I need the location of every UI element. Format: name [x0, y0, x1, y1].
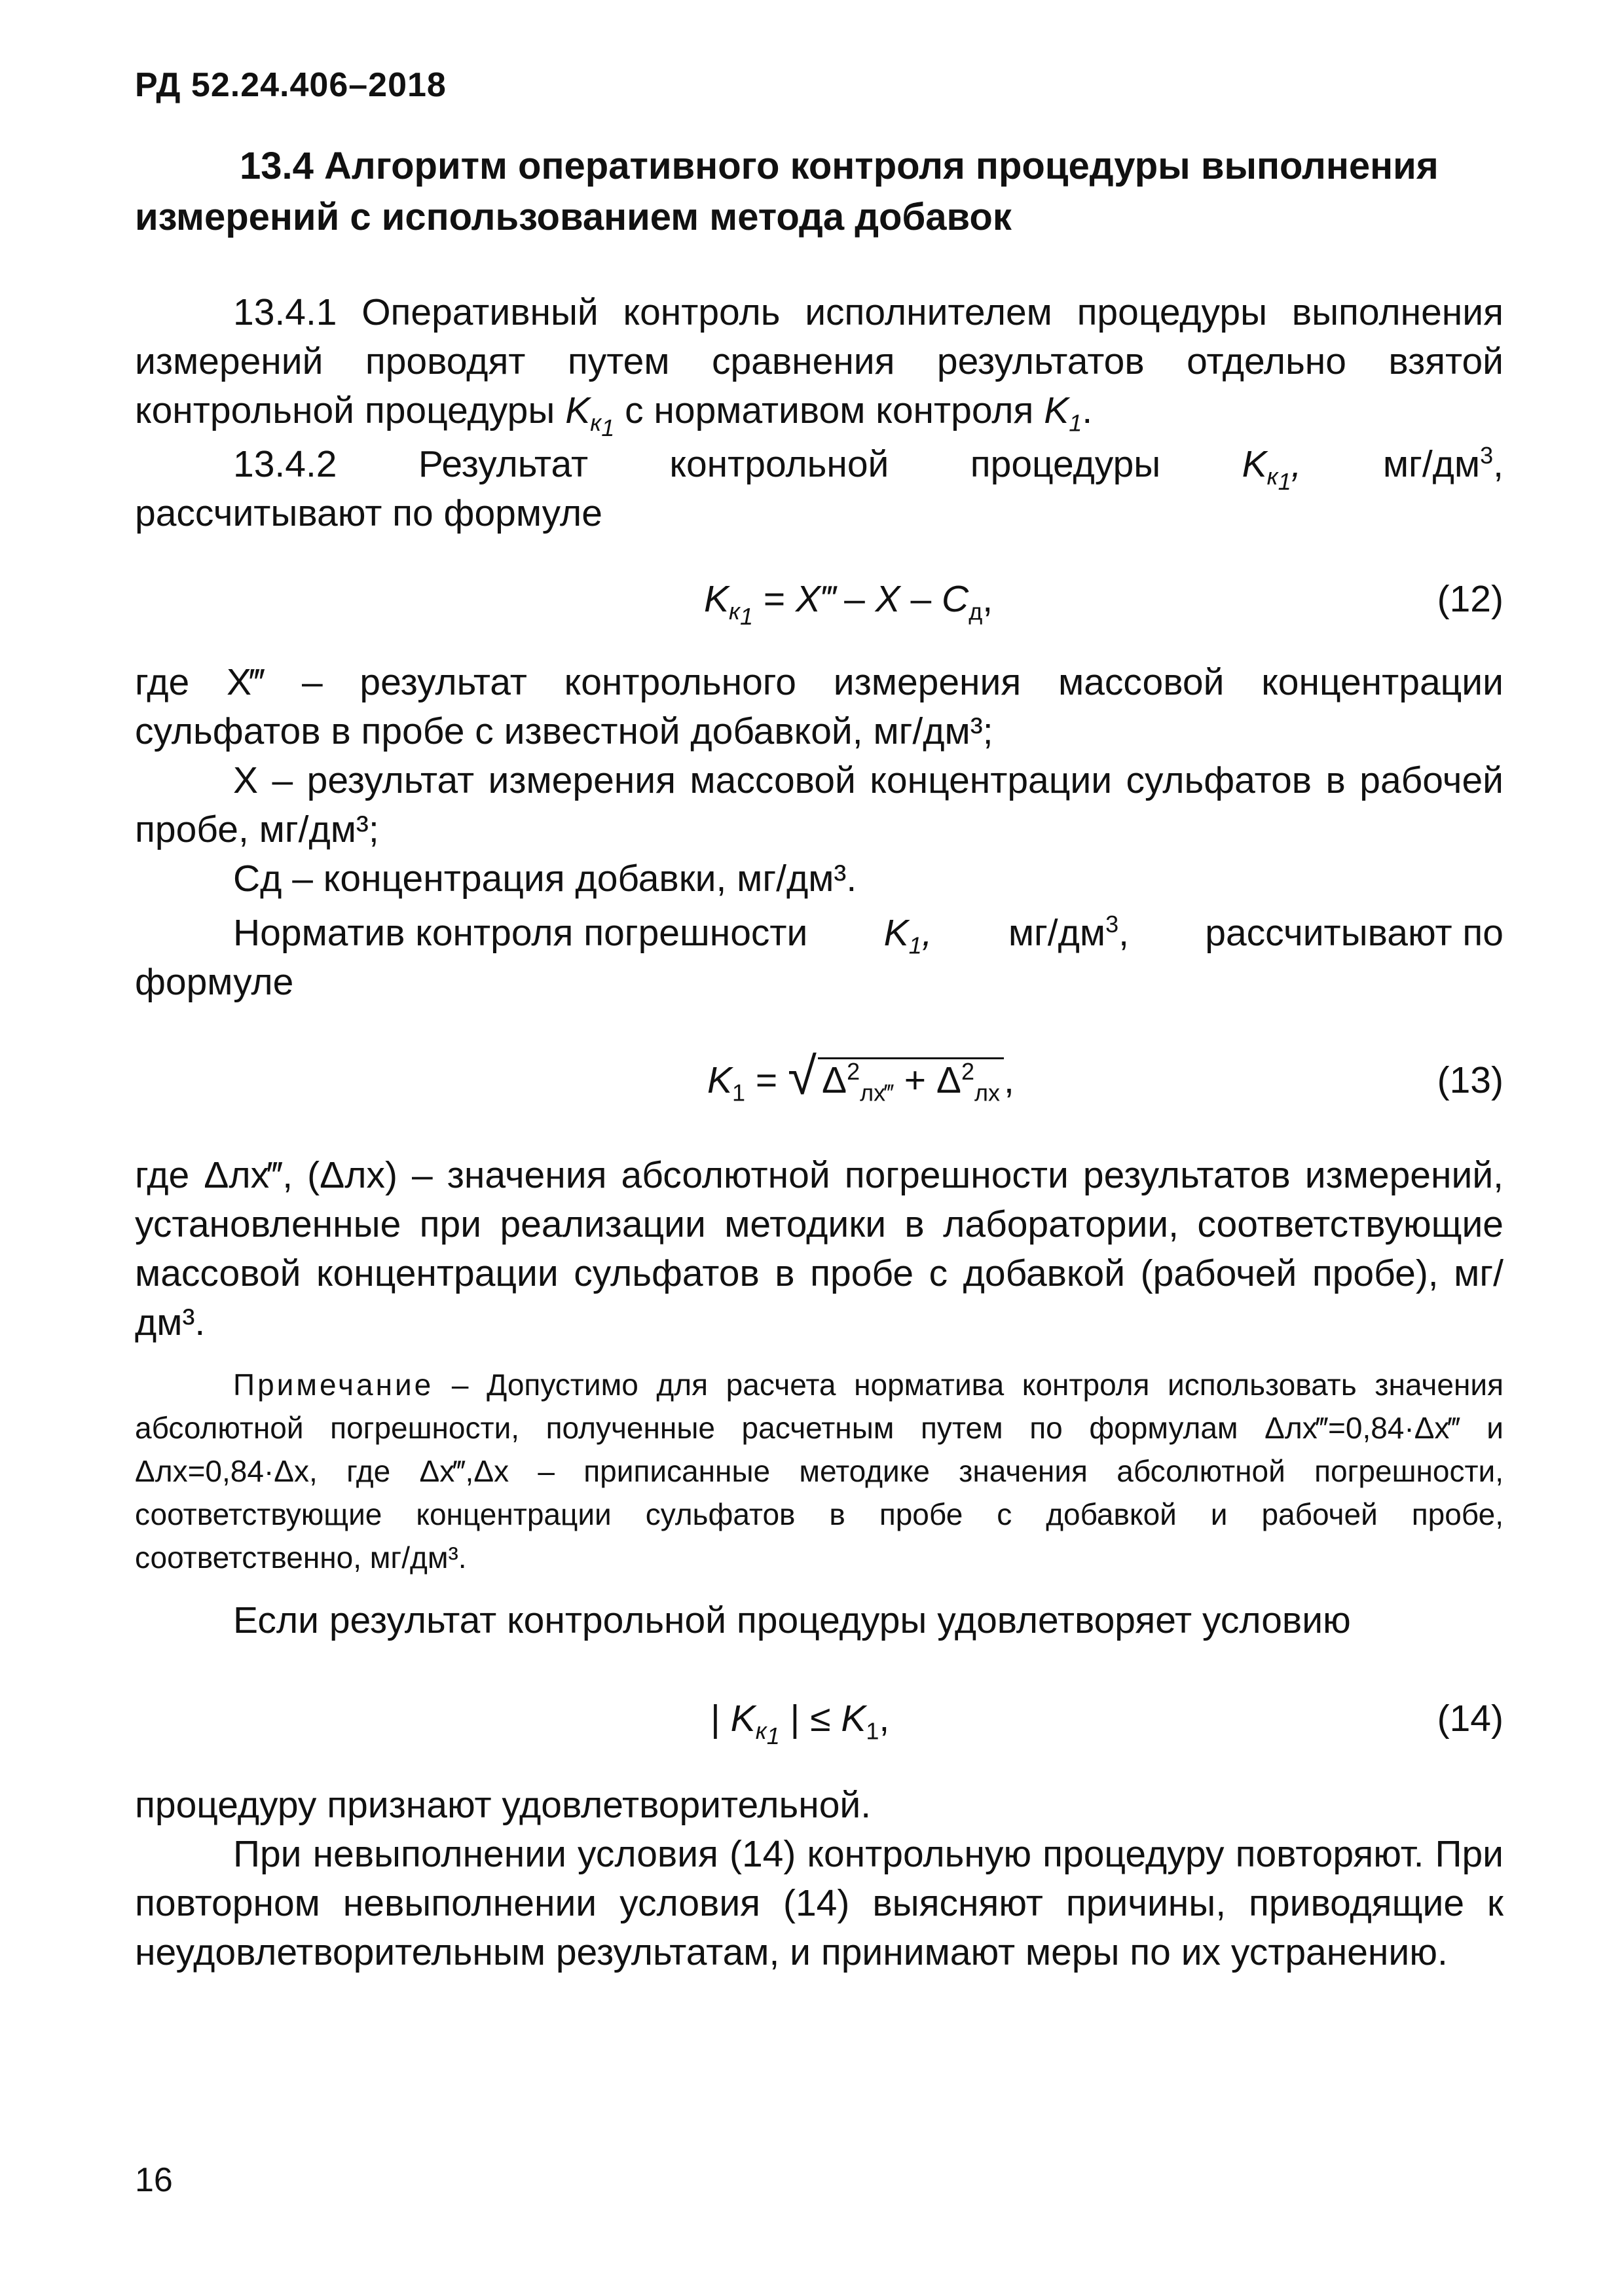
formula-12: $K_{к_1}$ = X‴ – X – $C_д$,	[704, 578, 993, 630]
paragraph-13-4-2-word1: Результат	[418, 443, 589, 485]
paragraph-condition	[135, 1596, 1504, 1645]
paragraph-normative	[135, 909, 1504, 1007]
section-heading	[135, 141, 1504, 243]
paragraph-13-4-1-tail: с нормативом контроля	[625, 390, 1034, 431]
formula-13-number: (13)	[1437, 1059, 1504, 1101]
paragraph-13-4-1: 13.4.1 Оперативный контроль исполнителем процедуры выполнения измерений проводят путем сравнения результатов отдельно взятой контрольной процедуры $K_{к_1}$ с нормативом контроля $K_1$.	[135, 291, 1504, 442]
unit-mg-dm3: $мг/дм^3$,	[1382, 442, 1504, 485]
definition-cd: Cд – концентрация добавки, мг/дм³.	[233, 858, 857, 900]
document-code-header: РД 52.24.406–2018	[135, 66, 447, 104]
symbol-kk1: $K_{к_1}$	[565, 390, 615, 442]
section-heading-line2: измерений с использованием метода добавок	[135, 196, 1012, 238]
formula-14-number: (14)	[1437, 1698, 1504, 1740]
symbol-k1: $K_1$	[1044, 390, 1082, 437]
paragraph-satisfactory: процедуру признают удовлетворительной.	[135, 1784, 872, 1826]
paragraph-repeat: При невыполнении условия (14) контрольную процедуру повторяют. При повторном невыполнении условия (14) выясняют причины, приводящие к неудовлетворительным результатам, и принимают меры по их устранению.	[135, 1833, 1504, 1973]
formula-13: $K_1$ = √ $\Delta^2_{лх‴} + \Delta^2_{лх}$ ,	[707, 1047, 1014, 1106]
paragraph-13-4-2-number: 13.4.2	[233, 443, 337, 485]
note-block	[135, 1363, 1504, 1579]
definition-x: X – результат измерения массовой концентрации сульфатов в рабочей пробе, мг/дм³;	[135, 759, 1504, 850]
paragraph-normative-line2: формуле	[135, 961, 294, 1003]
symbol-k1: $K_1$,	[883, 912, 932, 959]
formula-12-number: (12)	[1437, 578, 1504, 620]
paragraph-normative-text2: рассчитывают по	[1205, 912, 1504, 954]
section-heading-line1: 13.4 Алгоритм оперативного контроля процедуры выполнения	[240, 145, 1439, 187]
paragraph-normative-text: Норматив контроля погрешности	[233, 912, 808, 954]
note-text-1: – Допустимо для расчета норматива контроля использовать значения абсолютной погрешности, полученные расчетным путем по формулам	[135, 1368, 1504, 1445]
definitions-13: где Δлх‴, (Δлх) – значения абсолютной погрешности результатов измерений, установленные при реализации методики в лаборатории, соответствующие массовой концентрации сульфатов в пробе с добавкой (рабочей пробе), мг/дм³.	[135, 1154, 1504, 1343]
page-number: 16	[135, 2161, 173, 2199]
paragraph-13-4-2-line2: рассчитывают по формуле	[135, 492, 602, 534]
paragraph-condition-text: Если результат контрольной процедуры удовлетворяет условию	[233, 1599, 1351, 1641]
formula-14: | $K_{к_1}$ | ≤ $K_1$,	[710, 1698, 890, 1750]
symbol-kk1: $K_{к_1}$,	[1242, 443, 1302, 496]
note-label: Примечание	[233, 1368, 434, 1402]
unit-mg-dm3: $мг/дм^3$,	[1008, 911, 1129, 954]
paragraph-13-4-2	[135, 440, 1504, 538]
paragraph-13-4-2-word3: процедуры	[970, 443, 1161, 485]
definition-x-triple-prime: где X‴ – результат контрольного измерения массовой концентрации сульфатов в пробе с известной добавкой, мг/дм³;	[135, 661, 1504, 752]
paragraph-13-4-2-word2: контрольной	[669, 443, 889, 485]
paragraph-13-4-1-text: 13.4.1 Оперативный контроль исполнителем процедуры выполнения измерений проводят путем сравнения результатов отдельно взятой контрольной процедуры	[135, 291, 1504, 431]
definitions-12	[135, 658, 1504, 903]
note-text-2: Δлх‴=0,84·Δх‴ и Δлх=0,84·Δх, где Δх‴,Δх – приписанные методике значения абсолютной погрешности, соответствующие концентрации сульфатов в пробе с добавкой и рабочей пробе, соответственно, мг/дм³.	[135, 1411, 1504, 1575]
